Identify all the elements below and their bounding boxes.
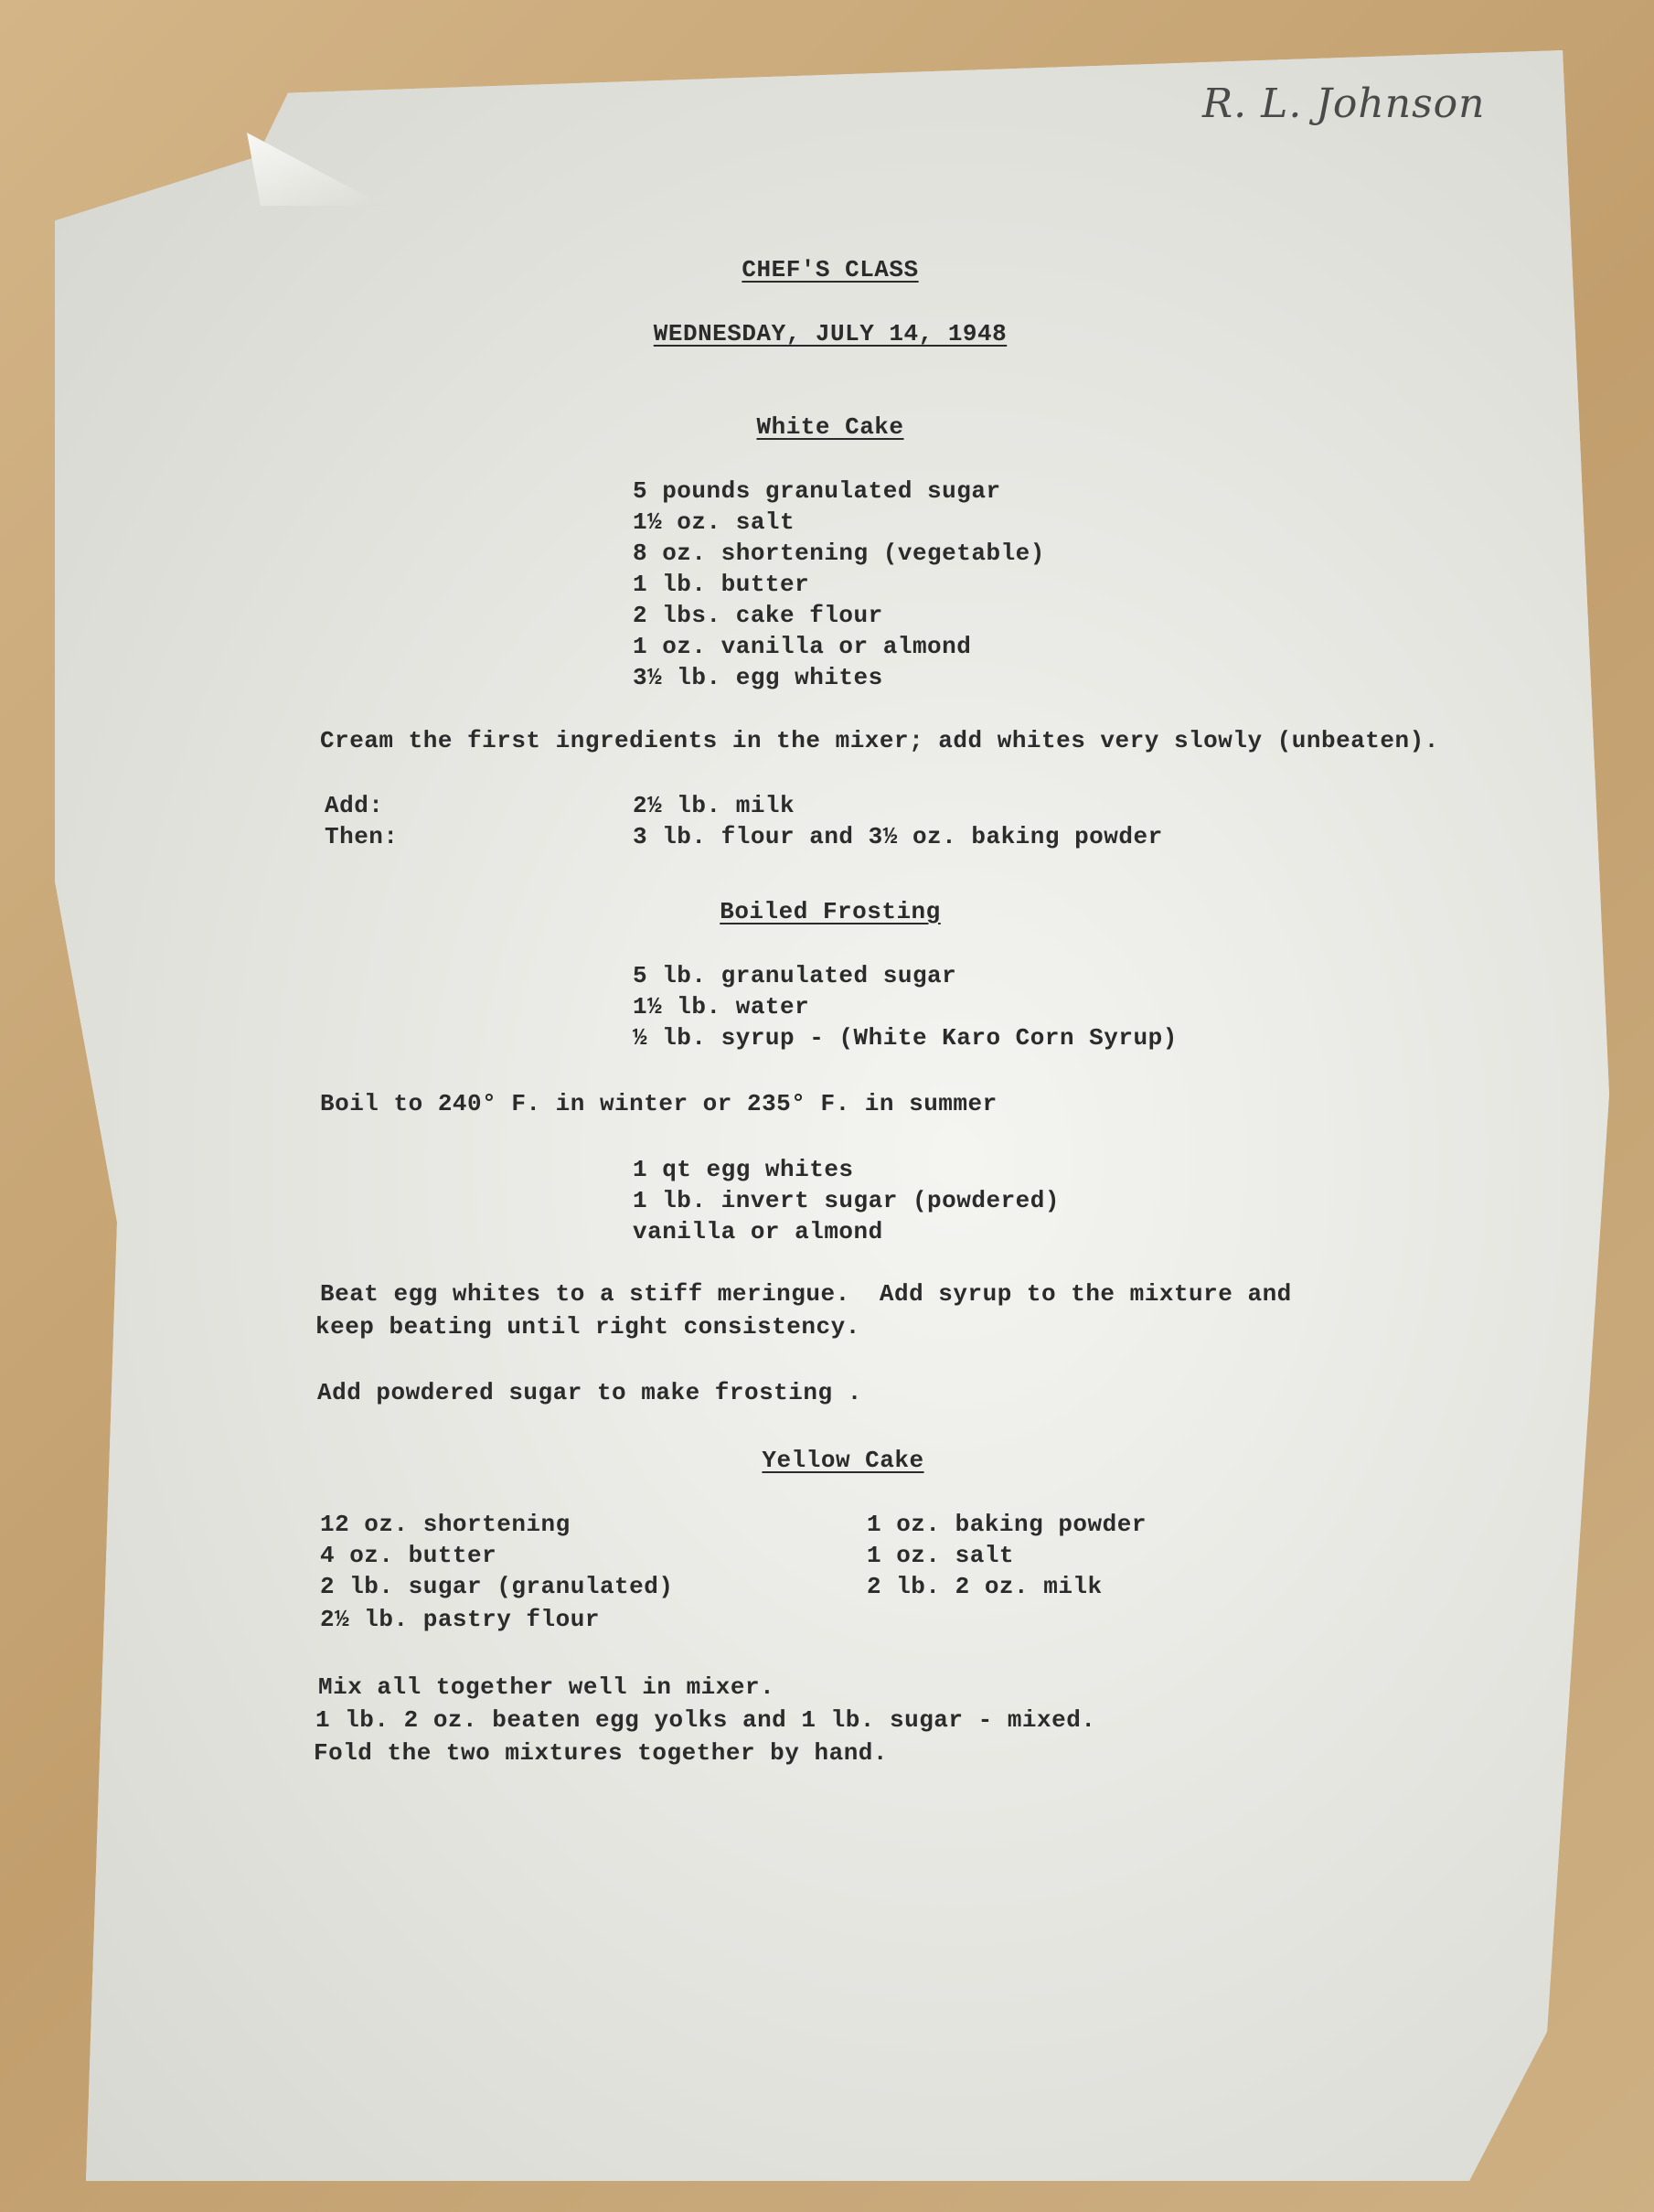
beat-instruction: keep beating until right consistency.	[315, 1313, 860, 1341]
yellow-cake-ingredient: 2 lb. 2 oz. milk	[867, 1573, 1103, 1600]
yellow-cake-ingredient: 12 oz. shortening	[320, 1511, 571, 1538]
document-title: CHEF'S CLASS	[742, 256, 919, 283]
boil-instruction: Boil to 240° F. in winter or 235° F. in summer	[320, 1090, 998, 1117]
white-cake-ingredient: 1½ oz. salt	[633, 508, 795, 536]
frosting-ingredient: 5 lb. granulated sugar	[633, 962, 957, 989]
yellow-cake-instruction: Mix all together well in mixer.	[318, 1673, 775, 1701]
white-cake-ingredient: 1 lb. butter	[633, 571, 810, 598]
yellow-cake-ingredient: 2 lb. sugar (granulated)	[320, 1573, 674, 1600]
frosting-ingredient: 1 lb. invert sugar (powdered)	[633, 1187, 1060, 1214]
yellow-cake-instruction: 1 lb. 2 oz. beaten egg yolks and 1 lb. sugar - mixed.	[315, 1706, 1096, 1734]
signature: R. L. Johnson	[1202, 80, 1486, 127]
white-cake-ingredient: 8 oz. shortening (vegetable)	[633, 540, 1045, 567]
then-label: Then:	[325, 823, 399, 850]
yellow-cake-ingredient: 4 oz. butter	[320, 1542, 497, 1569]
yellow-cake-title: Yellow Cake	[762, 1447, 924, 1474]
add-value: 2½ lb. milk	[633, 792, 795, 819]
yellow-cake-ingredient: 1 oz. salt	[867, 1542, 1015, 1569]
add-label: Add:	[325, 792, 384, 819]
document-date: WEDNESDAY, JULY 14, 1948	[653, 320, 1008, 347]
yellow-cake-instruction: Fold the two mixtures together by hand.	[314, 1739, 888, 1767]
powdered-sugar-instruction: Add powdered sugar to make frosting .	[317, 1379, 862, 1406]
white-cake-instruction: Cream the first ingredients in the mixer; add whites very slowly (unbeaten).	[320, 727, 1439, 754]
white-cake-ingredient: 2 lbs. cake flour	[633, 602, 883, 629]
boiled-frosting-title: Boiled Frosting	[720, 898, 941, 925]
white-cake-ingredient: 1 oz. vanilla or almond	[633, 633, 972, 660]
yellow-cake-ingredient: 1 oz. baking powder	[867, 1511, 1147, 1538]
white-cake-ingredient: 5 pounds granulated sugar	[633, 477, 1001, 505]
frosting-ingredient: ½ lb. syrup - (White Karo Corn Syrup)	[633, 1024, 1178, 1052]
beat-instruction: Beat egg whites to a stiff meringue. Add syrup to the mixture and	[320, 1280, 1292, 1308]
white-cake-ingredient: 3½ lb. egg whites	[633, 664, 883, 691]
frosting-ingredient: 1 qt egg whites	[633, 1156, 854, 1183]
then-value: 3 lb. flour and 3½ oz. baking powder	[633, 823, 1163, 850]
frosting-ingredient: vanilla or almond	[633, 1218, 883, 1245]
yellow-cake-ingredient: 2½ lb. pastry flour	[320, 1606, 600, 1633]
frosting-ingredient: 1½ lb. water	[633, 993, 810, 1021]
white-cake-title: White Cake	[756, 413, 904, 441]
